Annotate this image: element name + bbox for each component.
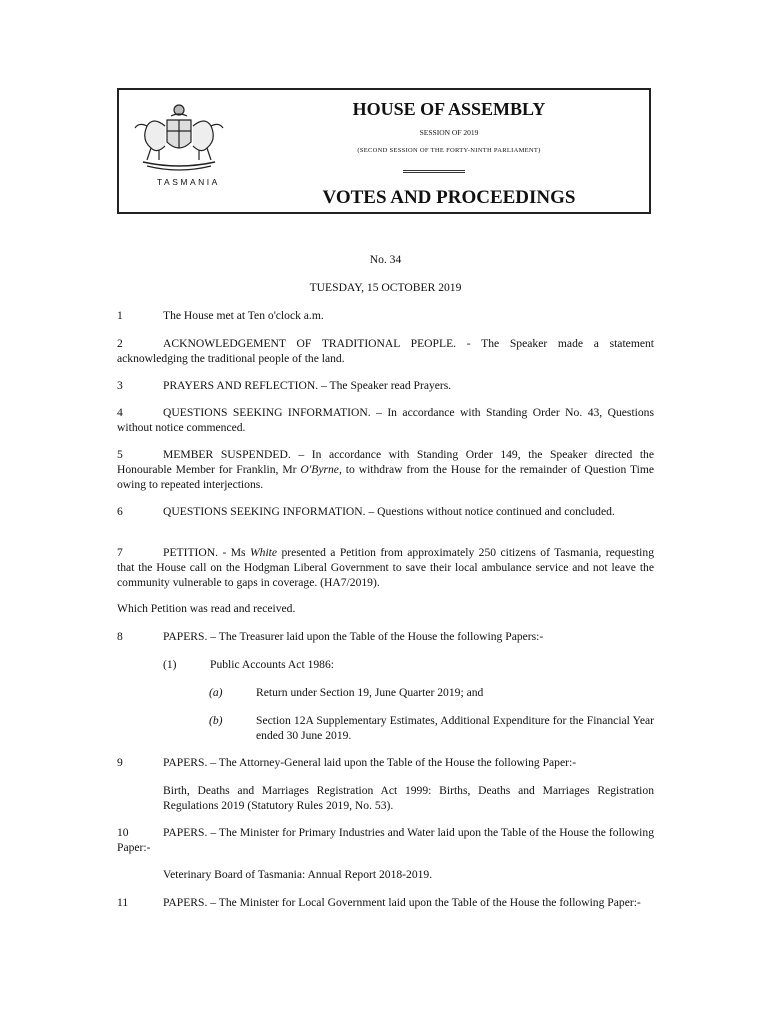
proceeding-item	[117, 378, 654, 393]
session-label: SESSION OF 2019	[419, 128, 479, 137]
item-text: , to withdraw from the House for the remainder of Question Time owing to repeated interjections.	[117, 463, 655, 491]
paper-act-title: Public Accounts Act 1986:	[210, 658, 334, 671]
tasmania-coat-of-arms-icon	[129, 96, 229, 174]
item-text: PAPERS. – The Minister for Local Government laid upon the Table of the House the following Paper:-	[163, 896, 641, 909]
item-number: 2	[117, 337, 123, 350]
item-text: PAPERS. – The Attorney-General laid upon the Table of the House the following Paper:-	[163, 756, 577, 769]
item-number: 8	[117, 630, 123, 643]
item-number: 3	[117, 379, 123, 392]
item-number: 10	[117, 826, 129, 839]
paper-title: Return under Section 19, June Quarter 2019; and	[256, 686, 484, 699]
proceeding-item	[117, 629, 654, 644]
paper-sub-label: (b)	[209, 714, 223, 727]
proceeding-item	[117, 405, 654, 435]
item-number: 1	[117, 309, 123, 322]
item-text: PAPERS. – The Minister for Primary Industries and Water laid upon the Table of the House the following Paper:-	[117, 826, 654, 854]
item-text: QUESTIONS SEEKING INFORMATION. – Questions without notice continued and concluded.	[163, 505, 615, 518]
paper-title: Veterinary Board of Tasmania: Annual Report 2018-2019.	[163, 868, 433, 881]
proceeding-item	[117, 447, 654, 492]
item-number: 11	[117, 896, 129, 909]
item-number: 9	[117, 756, 123, 769]
proceeding-item	[117, 504, 654, 519]
session-detail: (SECOND SESSION OF THE FORTY-NINTH PARLIAMENT)	[357, 147, 541, 154]
document-header	[117, 88, 651, 214]
paper-sub-label: (a)	[209, 686, 223, 699]
issue-number: No. 34	[369, 253, 402, 266]
paper-title: Birth, Deaths and Marriages Registration Act 1999: Births, Deaths and Marriages Registration Regulations 2019 (Statutory Rules 2019, No. 53).	[163, 784, 654, 812]
proceeding-item	[117, 308, 654, 323]
member-name: O'Byrne	[300, 463, 339, 476]
house-title: HOUSE OF ASSEMBLY	[352, 99, 546, 119]
item-text: PRAYERS AND REFLECTION. – The Speaker read Prayers.	[163, 379, 452, 392]
document-subtitle: VOTES AND PROCEEDINGS	[322, 187, 576, 208]
item-text: PETITION. - Ms	[163, 546, 250, 559]
item-text: The House met at Ten o'clock a.m.	[163, 309, 324, 322]
item-number: 7	[117, 546, 123, 559]
proceeding-item	[117, 895, 654, 910]
item-number: 4	[117, 406, 123, 419]
item-text: ACKNOWLEDGEMENT OF TRADITIONAL PEOPLE. - The Speaker made a statement acknowledging the traditional people of the land.	[117, 337, 654, 365]
sitting-date: TUESDAY, 15 OCTOBER 2019	[309, 281, 462, 294]
proceeding-item	[117, 545, 654, 590]
header-divider	[403, 170, 465, 173]
paper-title: Section 12A Supplementary Estimates, Additional Expenditure for the Financial Year ended 30 June 2019.	[256, 714, 654, 742]
item-number: 6	[117, 505, 123, 518]
item-number: 5	[117, 448, 123, 461]
item-text: PAPERS. – The Treasurer laid upon the Table of the House the following Papers:-	[163, 630, 544, 643]
emblem-label: TASMANIA	[157, 177, 220, 187]
item-text: MEMBER SUSPENDED. – In accordance with Standing Order 149, the Speaker directed the Honourable Member for Franklin, Mr	[117, 448, 654, 476]
petition-result: Which Petition was read and received.	[117, 602, 296, 615]
member-name: White	[249, 546, 278, 559]
paper-group-number: (1)	[163, 658, 177, 671]
item-text: presented a Petition from approximately 250 citizens of Tasmania, requesting that the House call on the Hodgman Liberal Government to save their local ambulance service and not leave the community vulnerable to gaps in coverage. (HA7/2019).	[117, 546, 654, 589]
item-text: QUESTIONS SEEKING INFORMATION. – In accordance with Standing Order No. 43, Questions without notice commenced.	[117, 406, 654, 434]
proceeding-item	[117, 825, 654, 855]
proceeding-item	[117, 336, 654, 366]
proceeding-item	[117, 755, 654, 770]
